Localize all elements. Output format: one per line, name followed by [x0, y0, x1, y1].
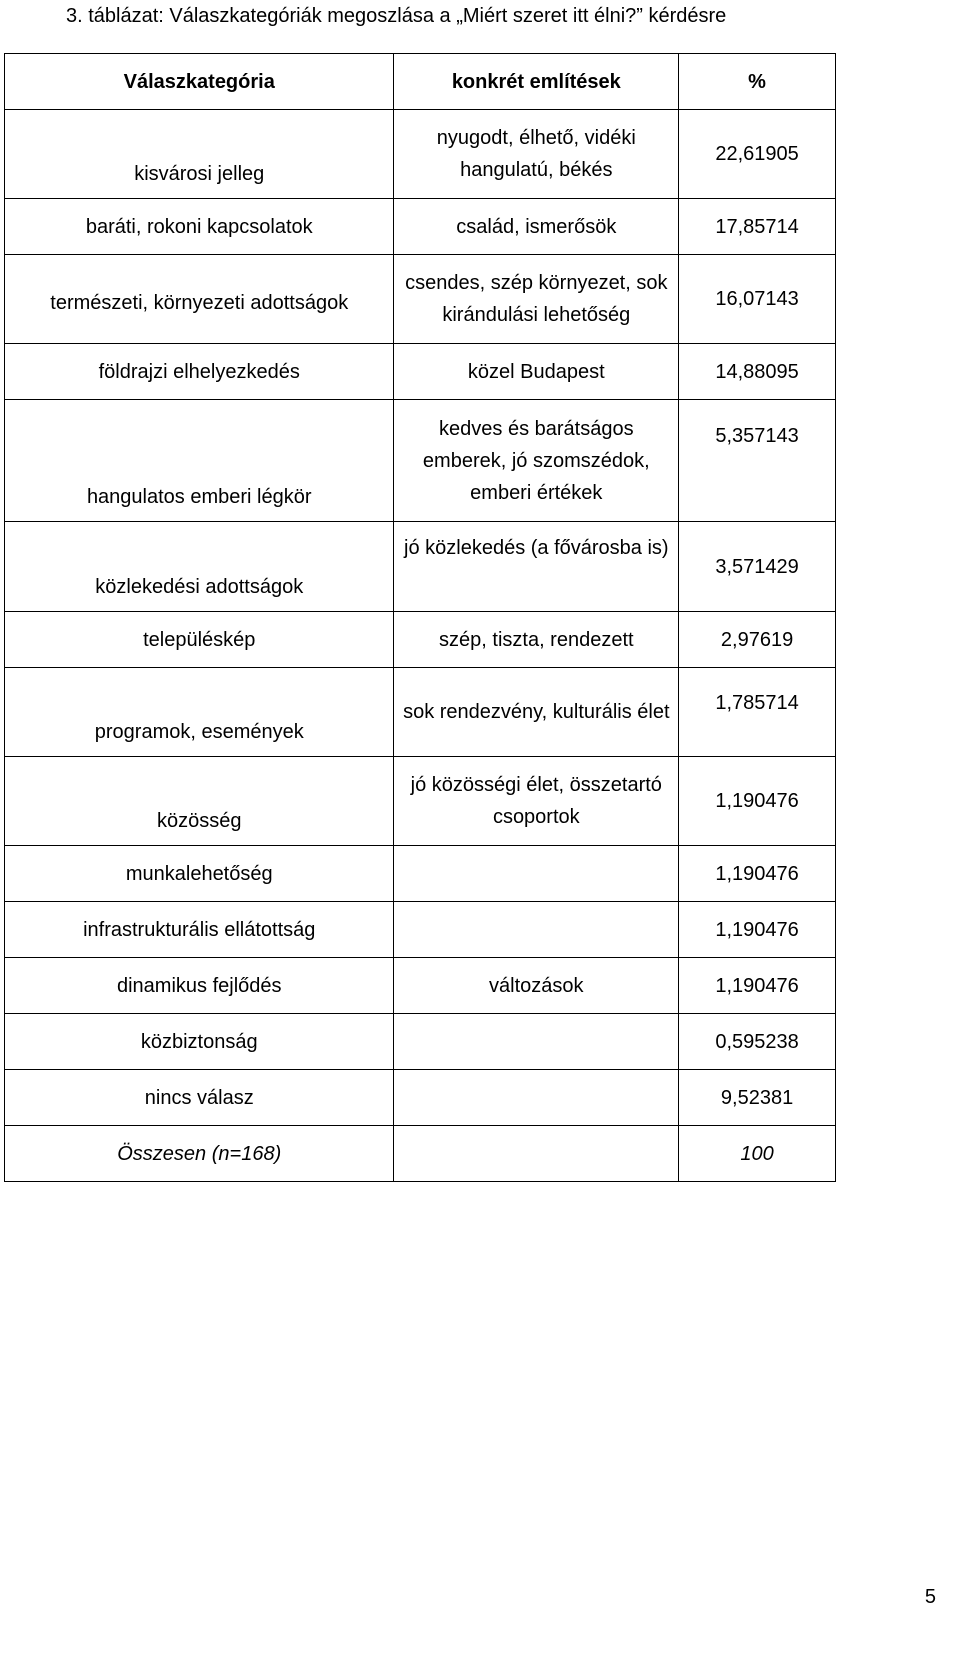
percent-cell: 17,85714 [679, 199, 836, 255]
table-row [5, 612, 836, 668]
mentions-cell [394, 846, 679, 902]
mentions-cell: sok rendezvény, kulturális élet [394, 668, 679, 757]
table-row [5, 110, 836, 199]
percent-cell: 3,571429 [679, 522, 836, 612]
percent-cell: 0,595238 [679, 1014, 836, 1070]
total-row [5, 1126, 836, 1182]
percent-cell: 9,52381 [679, 1070, 836, 1126]
percent-cell: 1,785714 [679, 668, 836, 757]
percent-cell: 1,190476 [679, 958, 836, 1014]
category-cell: programok, események [5, 668, 394, 757]
mentions-cell: csendes, szép környezet, sok kirándulási lehetőség [394, 255, 679, 344]
category-cell: dinamikus fejlődés [5, 958, 394, 1014]
mentions-cell [394, 902, 679, 958]
category-cell: munkalehetőség [5, 846, 394, 902]
total-mentions-empty [394, 1126, 679, 1182]
percent-cell: 5,357143 [679, 400, 836, 522]
table-row [5, 846, 836, 902]
total-label: Összesen (n=168) [5, 1126, 394, 1182]
header-category: Válaszkategória [5, 54, 394, 110]
category-cell: településkép [5, 612, 394, 668]
mentions-cell [394, 1070, 679, 1126]
percent-cell: 22,61905 [679, 110, 836, 199]
mentions-cell: jó közlekedés (a fővárosba is) [394, 522, 679, 612]
category-cell: közbiztonság [5, 1014, 394, 1070]
category-cell: közlekedési adottságok [5, 522, 394, 612]
percent-cell: 2,97619 [679, 612, 836, 668]
category-cell: természeti, környezeti adottságok [5, 255, 394, 344]
percent-cell: 16,07143 [679, 255, 836, 344]
mentions-cell: közel Budapest [394, 344, 679, 400]
header-percent: % [679, 54, 836, 110]
percent-cell: 14,88095 [679, 344, 836, 400]
header-mentions: konkrét említések [394, 54, 679, 110]
mentions-cell: család, ismerősök [394, 199, 679, 255]
table-row [5, 522, 836, 612]
table-header-row [5, 54, 836, 110]
table-row [5, 344, 836, 400]
table-row [5, 400, 836, 522]
category-cell: baráti, rokoni kapcsolatok [5, 199, 394, 255]
category-cell: nincs válasz [5, 1070, 394, 1126]
percent-cell: 1,190476 [679, 757, 836, 846]
table-row [5, 668, 836, 757]
response-category-table [4, 53, 836, 1182]
category-cell: közösség [5, 757, 394, 846]
table-row [5, 958, 836, 1014]
mentions-cell [394, 1014, 679, 1070]
mentions-cell: kedves és barátságos emberek, jó szomszédok, emberi értékek [394, 400, 679, 522]
percent-cell: 1,190476 [679, 846, 836, 902]
category-cell: infrastrukturális ellátottság [5, 902, 394, 958]
mentions-cell: szép, tiszta, rendezett [394, 612, 679, 668]
table-row [5, 255, 836, 344]
table-caption: 3. táblázat: Válaszkategóriák megoszlása a „Miért szeret itt élni?” kérdésre [66, 5, 727, 27]
mentions-cell: nyugodt, élhető, vidéki hangulatú, békés [394, 110, 679, 199]
table-row [5, 757, 836, 846]
category-cell: földrajzi elhelyezkedés [5, 344, 394, 400]
table-row [5, 902, 836, 958]
table-row [5, 1070, 836, 1126]
mentions-cell: változások [394, 958, 679, 1014]
table-row [5, 1014, 836, 1070]
category-cell: kisvárosi jelleg [5, 110, 394, 199]
page-number: 5 [924, 1586, 936, 1608]
category-cell: hangulatos emberi légkör [5, 400, 394, 522]
total-percent: 100 [679, 1126, 836, 1182]
percent-cell: 1,190476 [679, 902, 836, 958]
table-row [5, 199, 836, 255]
mentions-cell: jó közösségi élet, összetartó csoportok [394, 757, 679, 846]
